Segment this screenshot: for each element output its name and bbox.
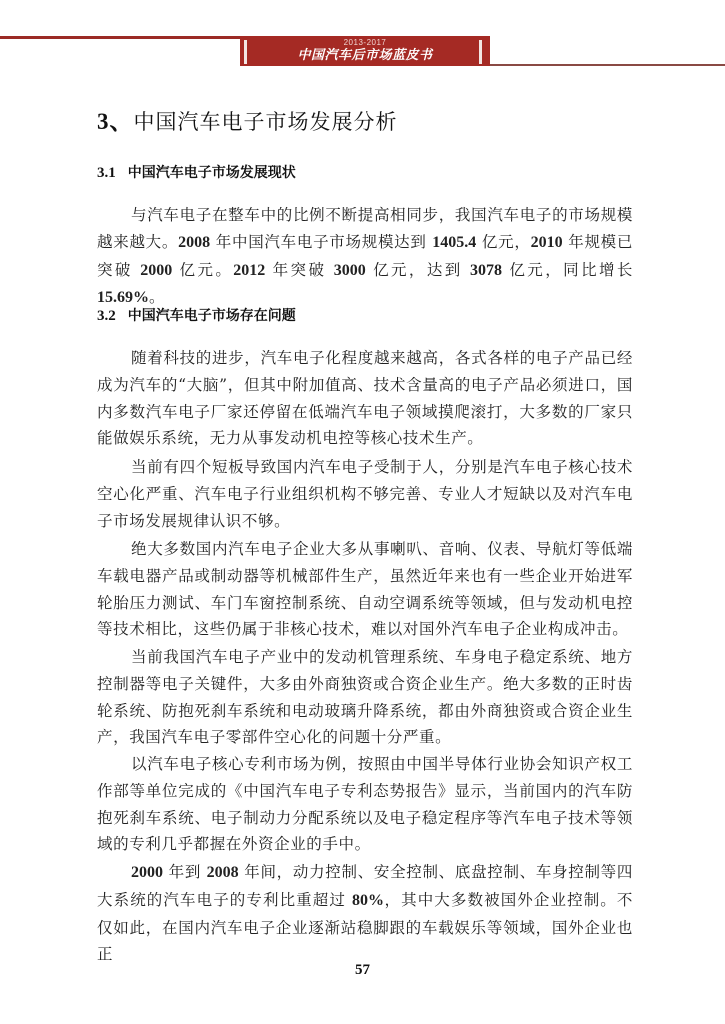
section-number: 3.2 xyxy=(97,308,116,324)
header-rule-left xyxy=(0,36,244,39)
header-banner xyxy=(240,36,490,66)
number-run: 2010 xyxy=(530,233,563,251)
text-run: 亿元。 xyxy=(172,260,234,279)
paragraph-foreign-production: 当前我国汽车电子产业中的发动机管理系统、车身电子稳定系统、地方控制器等电子关键件，大多由外商独资或合资企业生产。绝大多数的正时齿轮系统、防抱死刹车系统和电动玻璃升降系统，都由外商独资或合资企业生产，我国汽车电子零部件空心化的问题十分严重。 xyxy=(97,648,633,747)
banner-stripe-right xyxy=(479,40,482,64)
number-run: 2008 xyxy=(206,864,239,881)
chapter-number: 3、 xyxy=(97,109,134,134)
header-years: 2013-2017 xyxy=(343,38,387,47)
header-book-title: 中国汽车后市场蓝皮书 xyxy=(297,48,433,63)
text-run: ，其中大多数被国外企业控制。不仅如此，在国内汽车电子企业逐渐站稳脚跟的车载娱乐等领域，国外企业也正 xyxy=(97,890,633,964)
number-run: 2012 xyxy=(233,261,266,279)
text-run: 年规模已突破 xyxy=(97,232,633,279)
text-run: 年间，动力控制、安全控制、底盘控制、车身控制等四大系统的汽车电子的专利比重超过 xyxy=(97,863,633,909)
header-rule-right xyxy=(490,64,725,66)
paragraph-four-weaknesses: 当前有四个短板导致国内汽车电子受制于人，分别是汽车电子核心技术空心化严重、汽车电子行业组织机构不够完善、专业人才短缺以及对汽车电子市场发展规律认识不够。 xyxy=(97,458,633,530)
number-run: 1405.4 xyxy=(432,233,477,251)
section-heading-3-2 xyxy=(97,306,296,326)
text-run: 亿元， xyxy=(476,232,531,251)
number-run: 3000 xyxy=(333,261,366,279)
text-run: 亿元，同比增长 xyxy=(502,260,634,279)
chapter-title-text: 中国汽车电子市场发展分析 xyxy=(133,110,398,134)
banner-stripe-left xyxy=(244,40,247,64)
text-run: 亿元，达到 xyxy=(365,260,471,279)
chapter-title xyxy=(97,105,633,139)
text-run: 年突破 xyxy=(265,260,334,279)
paragraph-patent-report: 以汽车电子核心专利市场为例，按照由中国半导体行业协会知识产权工作部等单位完成的《中国汽车电子专利态势报告》显示，当前国内的汽车防抱死刹车系统、电子制动力分配系统以及电子稳定程序等汽车电子技术等领域的专利几乎都握在外资企业的手中。 xyxy=(97,755,633,854)
number-run: 2000 xyxy=(131,864,163,881)
page-content xyxy=(97,100,634,964)
paragraph-brain-imports: 随着科技的进步，汽车电子化程度越来越高，各式各样的电子产品已经成为汽车的“大脑”，但其中附加值高、技术含量高的电子产品必须进口，国内多数汽车电子厂家还停留在低端汽车电子领域摸爬滚打，大多数的厂家只能做娱乐系统，无力从事发动机电控等核心技术生产。 xyxy=(97,349,633,448)
text-run: 年中国汽车电子市场规模达到 xyxy=(210,232,433,251)
number-run: 15.69% xyxy=(97,289,149,307)
number-run: 3078 xyxy=(470,261,503,279)
section-title-text: 中国汽车电子市场存在问题 xyxy=(127,308,296,324)
section-heading-3-1 xyxy=(97,163,296,183)
section-title-text: 中国汽车电子市场发展现状 xyxy=(127,165,296,181)
number-run: 80% xyxy=(352,891,385,909)
text-run: 年到 xyxy=(163,863,207,881)
number-run: 2008 xyxy=(178,233,211,251)
paragraph-patent-share xyxy=(97,859,633,968)
paragraph-low-end-products: 绝大多数国内汽车电子企业大多从事喇叭、音响、仪表、导航灯等低端车载电器产品或制动器等机械部件生产，虽然近年来也有一些企业开始进军轮胎压力测试、车门车窗控制系统、自动空调系统等领域，但与发动机电控等技术相比，这些仍属于非核心技术，难以对国外汽车电子企业构成冲击。 xyxy=(97,540,633,639)
paragraph-market-size xyxy=(97,202,633,312)
section-number: 3.1 xyxy=(97,165,116,181)
number-run: 2000 xyxy=(140,261,173,279)
text-run: 与汽车电子在整车中的比例不断提高相同步，我国汽车电子的市场规模越来越大。 xyxy=(97,206,633,251)
text-run: 。 xyxy=(149,288,166,307)
page-number: 57 xyxy=(355,962,370,978)
